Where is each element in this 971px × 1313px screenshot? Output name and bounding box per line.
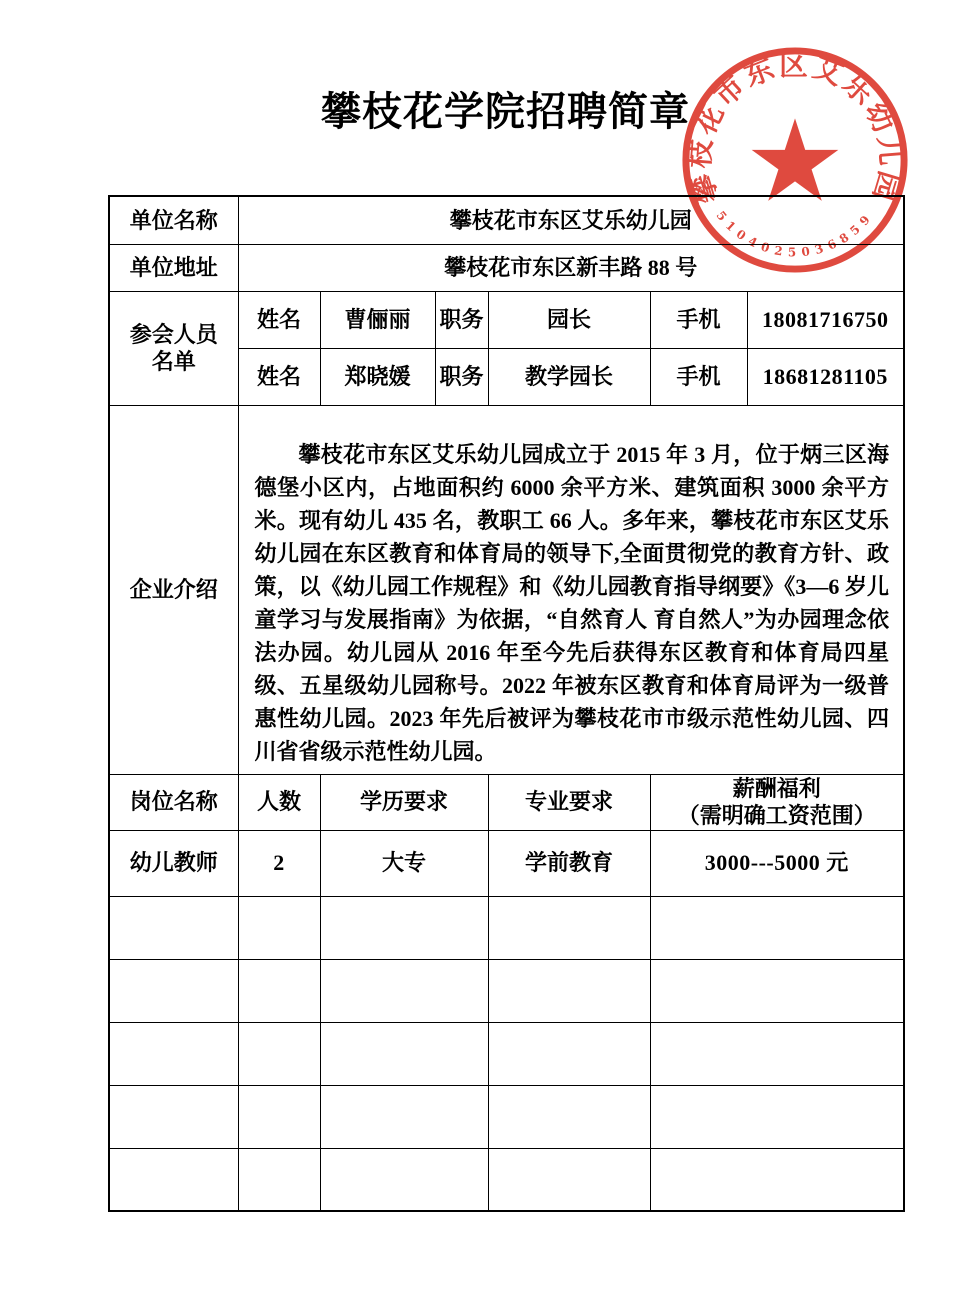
- attendee-duty: 园长: [488, 291, 650, 348]
- unit-address-row: [109, 244, 904, 291]
- company-intro-text: 攀枝花市东区艾乐幼儿园成立于 2015 年 3 月，位于炳三区海德堡小区内，占地面积约 6000 余平方米、建筑面积 3000 余平方米。现有幼儿 435 名，教职工 66 人。多年来，攀枝花市东区艾乐幼儿园在东区教育和体育局的领导下,全面贯彻党的教育方针、政策，以《幼儿园工作规程》和《幼儿园教育指导纲要》《3—6 岁儿童学习与发展指南》为依据，“自然育人 育自然人”为办园理念依法办园。幼儿园从 2016 年至今先后获得东区教育和体育局四星级、五星级幼儿园称号。2022 年被东区教育和体育局评为一级普惠性幼儿园。2023 年先后被评为攀枝花市市级示范性幼儿园、四川省省级示范性幼儿园。: [254, 442, 890, 764]
- empty-cell: [109, 1022, 238, 1085]
- attendees-label-line2: 名单: [151, 349, 196, 374]
- duty-label: 职务: [435, 291, 488, 348]
- attendee-phone: 18081716750: [747, 291, 904, 348]
- empty-cell: [320, 896, 488, 959]
- empty-cell: [238, 959, 320, 1022]
- empty-cell: [320, 1022, 488, 1085]
- empty-cell: [650, 1148, 904, 1211]
- unit-name-label: 单位名称: [109, 196, 238, 244]
- empty-cell: [238, 896, 320, 959]
- job-header-salary-line2: （需明确工资范围）: [677, 803, 876, 828]
- name-label: 姓名: [238, 291, 320, 348]
- job-header-row: [109, 774, 904, 830]
- empty-cell: [238, 1085, 320, 1148]
- company-intro-wrap: [239, 406, 904, 773]
- empty-cell: [238, 1148, 320, 1211]
- empty-cell: [650, 1085, 904, 1148]
- attendees-label: [109, 291, 238, 405]
- company-intro-cell: [238, 405, 904, 774]
- unit-address-label: 单位地址: [109, 244, 238, 291]
- job-empty-row: [109, 959, 904, 1022]
- job-empty-row: [109, 1148, 904, 1211]
- empty-cell: [320, 1148, 488, 1211]
- name-label: 姓名: [238, 348, 320, 405]
- seal-registration-number: 5104025036859: [713, 208, 877, 260]
- empty-cell: [109, 1085, 238, 1148]
- company-intro-label: 企业介绍: [109, 405, 238, 774]
- attendee-name: 郑晓媛: [320, 348, 435, 405]
- empty-cell: [650, 896, 904, 959]
- empty-cell: [320, 1085, 488, 1148]
- empty-cell: [238, 1022, 320, 1085]
- empty-cell: [109, 896, 238, 959]
- unit-name-value: 攀枝花市东区艾乐幼儿园: [238, 196, 904, 244]
- job-empty-row: [109, 1022, 904, 1085]
- unit-address-value: 攀枝花市东区新丰路 88 号: [238, 244, 904, 291]
- empty-cell: [109, 1148, 238, 1211]
- job-position: 幼儿教师: [109, 830, 238, 896]
- job-count: 2: [238, 830, 320, 896]
- attendee-phone: 18681281105: [747, 348, 904, 405]
- job-header-position: 岗位名称: [109, 774, 238, 830]
- phone-label: 手机: [650, 348, 747, 405]
- job-education: 大专: [320, 830, 488, 896]
- seal-company-name: 攀枝花市东区艾乐幼儿园: [681, 47, 909, 208]
- attendee-row: [109, 291, 904, 348]
- job-empty-row: [109, 1085, 904, 1148]
- company-intro-row: [109, 405, 904, 774]
- empty-cell: [488, 1148, 650, 1211]
- recruitment-table: [108, 195, 905, 1212]
- job-salary: 3000---5000 元: [650, 830, 904, 896]
- duty-label: 职务: [435, 348, 488, 405]
- job-header-major: 专业要求: [488, 774, 650, 830]
- unit-name-row: [109, 196, 904, 244]
- empty-cell: [488, 1085, 650, 1148]
- job-header-salary-line1: 薪酬福利: [732, 775, 821, 801]
- attendee-name: 曹俪丽: [320, 291, 435, 348]
- empty-cell: [650, 1022, 904, 1085]
- job-row: [109, 830, 904, 896]
- empty-cell: [488, 896, 650, 959]
- empty-cell: [650, 959, 904, 1022]
- empty-cell: [320, 959, 488, 1022]
- empty-cell: [488, 1022, 650, 1085]
- job-header-salary: [650, 774, 904, 830]
- job-major: 学前教育: [488, 830, 650, 896]
- job-header-count: 人数: [238, 774, 320, 830]
- job-header-education: 学历要求: [320, 774, 488, 830]
- attendee-duty: 教学园长: [488, 348, 650, 405]
- job-empty-row: [109, 896, 904, 959]
- attendees-label-line1: 参会人员: [129, 321, 218, 347]
- phone-label: 手机: [650, 291, 747, 348]
- document-title: 攀枝花学院招聘简章: [321, 89, 690, 134]
- empty-cell: [488, 959, 650, 1022]
- empty-cell: [109, 959, 238, 1022]
